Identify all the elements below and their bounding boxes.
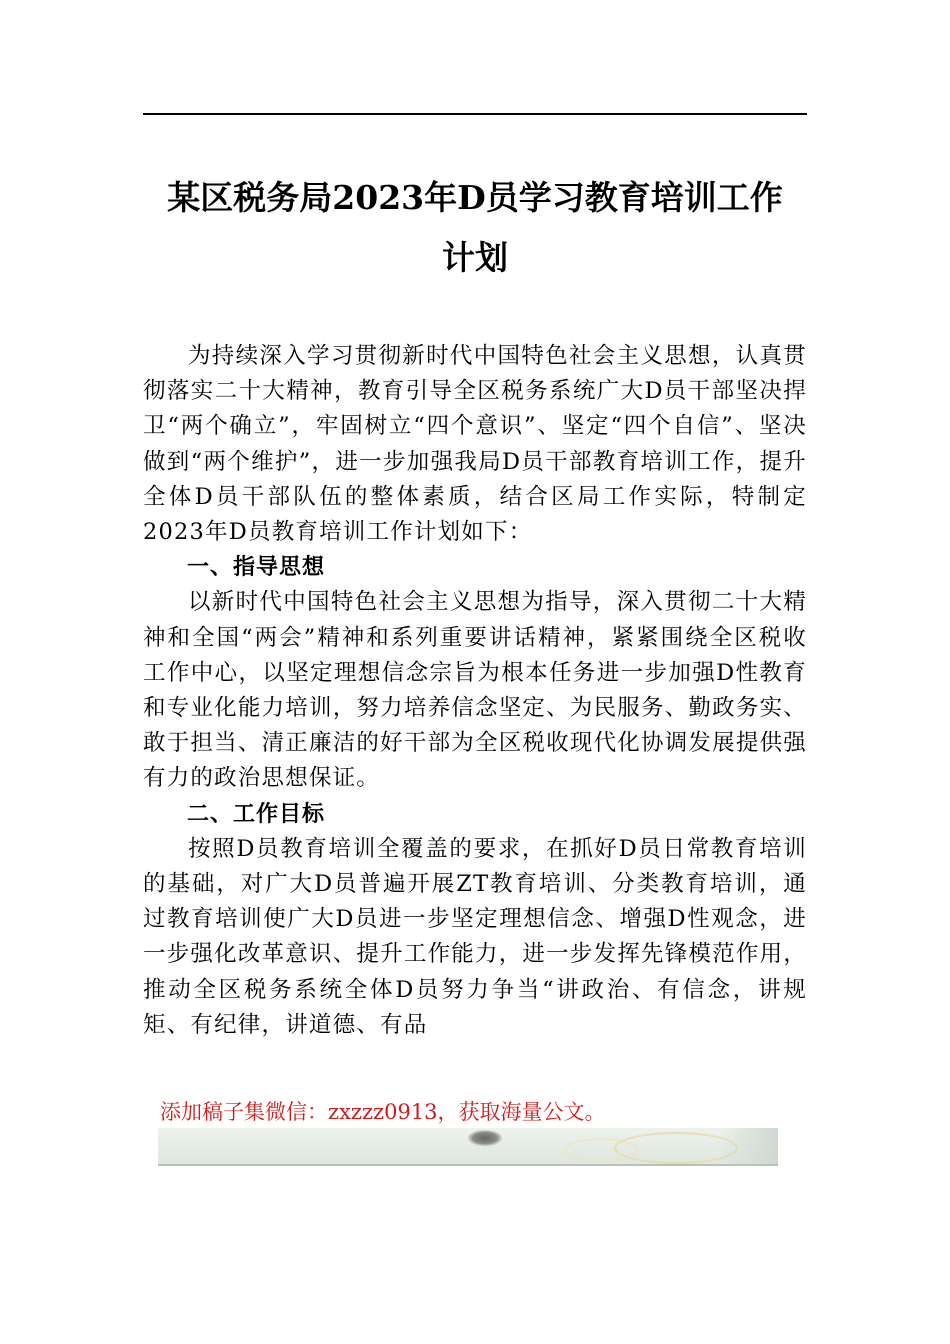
document-title [143,168,807,288]
intro-paragraph: 为持续深入学习贯彻新时代中国特色社会主义思想，认真贯彻落实二十大精神，教育引导全区税务系统广大D员干部坚决捍卫“两个确立”，牢固树立“四个意识”、坚定“四个自信”、坚决做到“两个维护”，进一步加强我局D员干部教育培训工作，提升全体D员干部队伍的整体素质，结合区局工作实际，特制定2023年D员教育培训工作计划如下： [143,343,807,546]
section-body-guiding-ideology: 以新时代中国特色社会主义思想为指导，深入贯彻二十大精神和全国“两会”精神和系列重要讲话精神，紧紧围绕全区税收工作中心，以坚定理想信念宗旨为根本任务进一步加强D性教育和专业化能力培训，努力培养信念坚定、为民服务、勤政务实、敢于担当、清正廉洁的好干部为全区税收现代化协调发展提供强有力的政治思想保证。 [143,589,807,792]
promo-watermark-text: 添加稿子集微信：zxzzz0913，获取海量公文。 [160,1100,606,1124]
header-rule [143,113,807,115]
section-body-work-goals: 按照D员教育培训全覆盖的要求，在抓好D员日常教育培训的基础，对广大D员普遍开展ZT教育培训、分类教育培训，通过教育培训使广大D员进一步坚定理想信念、增强D性观念，进一步强化改革意识、提升工作能力，进一步发挥先锋模范作用，推动全区税务系统全体D员努力争当“讲政治、有信念，讲规矩、有纪律，讲道德、有品 [143,835,807,1038]
promo-banner-image [158,1128,778,1166]
title-line-1: 某区税务局2023年D员学习教育培训工作 [167,178,783,217]
banner-edge-shade [718,1128,778,1164]
section-heading-guiding-ideology: 一、指导思想 [187,555,326,581]
section-heading-work-goals: 二、工作目标 [187,801,326,827]
title-line-2: 计划 [442,238,508,277]
document-body [143,339,807,1043]
banner-ink-decoration [468,1130,502,1146]
